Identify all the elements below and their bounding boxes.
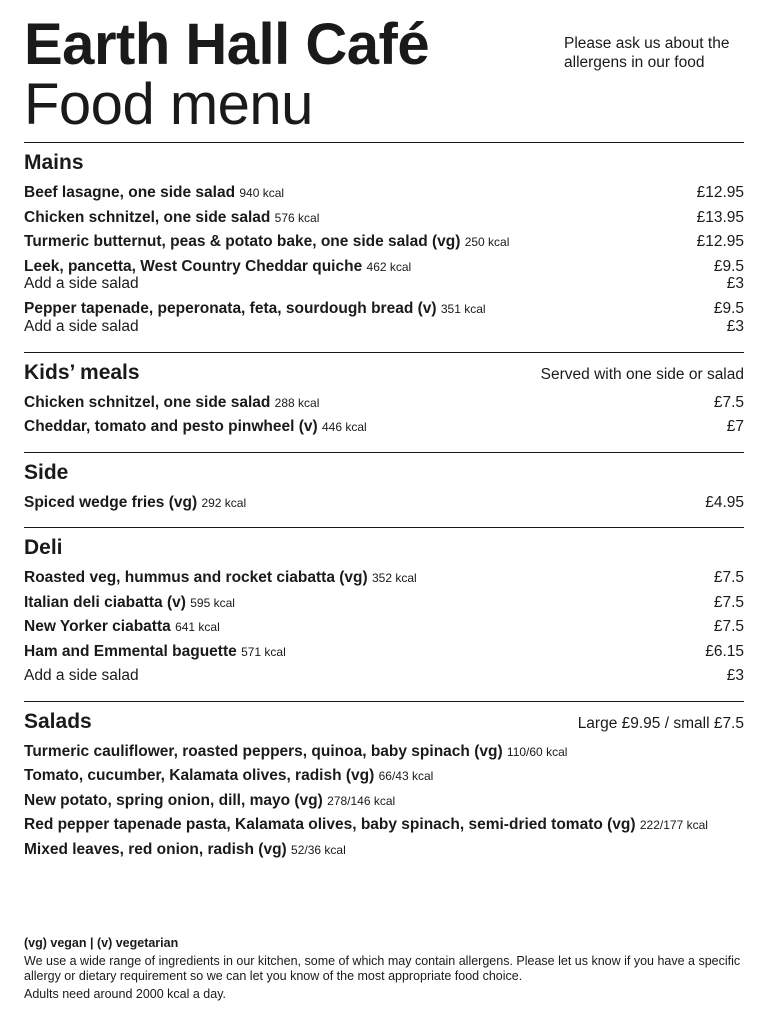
item-kcal: 110/60 kcal bbox=[506, 744, 568, 759]
cafe-title: Earth Hall Café bbox=[24, 12, 430, 77]
item-name: Ham and Emmental baguette bbox=[24, 642, 237, 660]
section-mains bbox=[24, 143, 744, 352]
item-price: £6.15 bbox=[705, 642, 744, 660]
section-header bbox=[24, 536, 744, 566]
menu-item bbox=[24, 789, 744, 814]
item-kcal: 641 kcal bbox=[175, 620, 220, 634]
item-name: New potato, spring onion, dill, mayo (vg) bbox=[24, 791, 323, 809]
section-header bbox=[24, 151, 744, 181]
addon-label: Add a side salad bbox=[24, 667, 139, 684]
item-name: Red pepper tapenade pasta, Kalamata olives, baby spinach, semi-dried tomato (vg) bbox=[24, 816, 636, 833]
menu-footer bbox=[24, 936, 744, 1005]
section-side bbox=[24, 453, 744, 528]
addon-price: £3 bbox=[726, 317, 744, 335]
item-price: £12.95 bbox=[696, 184, 744, 201]
item-price: £7.5 bbox=[713, 569, 744, 586]
item-kcal: 571 kcal bbox=[241, 644, 286, 659]
menu-header bbox=[24, 14, 744, 142]
item-kcal: 222/177 kcal bbox=[639, 818, 708, 832]
section-kids-meals bbox=[24, 353, 744, 452]
item-price: £4.95 bbox=[705, 493, 744, 511]
item-price: £9.5 bbox=[713, 300, 744, 317]
menu-item bbox=[24, 764, 744, 789]
addon-price: £3 bbox=[726, 275, 744, 292]
item-kcal: 292 kcal bbox=[201, 495, 247, 510]
section-header bbox=[24, 710, 744, 740]
addon-label: Add a side salad bbox=[24, 275, 139, 292]
kcal-text: Adults need around 2000 kcal a day. bbox=[24, 987, 226, 1001]
item-price: £7 bbox=[726, 418, 744, 435]
section-header bbox=[24, 361, 744, 391]
item-price: £7.5 bbox=[713, 393, 744, 411]
allergy-text: We use a wide range of ingredients in our kitchen, some of which may contain allergens. Please let us know if you have a specific allergy or dietary requirement so we can let you know of the most appropriate food choice. bbox=[24, 954, 741, 983]
item-kcal: 462 kcal bbox=[366, 259, 412, 274]
item-kcal: 66/43 kcal bbox=[378, 769, 434, 783]
menu-item bbox=[24, 813, 744, 838]
item-kcal: 352 kcal bbox=[371, 571, 417, 585]
item-kcal: 351 kcal bbox=[440, 302, 486, 316]
item-kcal: 595 kcal bbox=[190, 595, 235, 610]
item-name: Turmeric cauliflower, roasted peppers, quinoa, baby spinach (vg) bbox=[24, 742, 503, 760]
item-price: £7.5 bbox=[713, 593, 744, 611]
menu-item bbox=[24, 838, 744, 863]
item-price: £12.95 bbox=[696, 233, 744, 250]
item-price: £13.95 bbox=[696, 208, 744, 226]
item-name: Chicken schnitzel, one side salad bbox=[24, 393, 271, 411]
addon-row bbox=[24, 664, 744, 689]
item-kcal: 446 kcal bbox=[321, 420, 367, 434]
section-title: Salads bbox=[24, 709, 92, 733]
section-note: Served with one side or salad bbox=[540, 365, 744, 383]
menu-item bbox=[24, 491, 744, 516]
addon-price: £3 bbox=[726, 667, 744, 684]
menu-item bbox=[24, 615, 744, 640]
menu-item bbox=[24, 391, 744, 416]
menu-item bbox=[24, 206, 744, 231]
item-kcal: 288 kcal bbox=[274, 395, 320, 410]
menu-item bbox=[24, 740, 744, 765]
item-name: Italian deli ciabatta (v) bbox=[24, 593, 186, 611]
section-salads bbox=[24, 702, 744, 875]
item-name: Roasted veg, hummus and rocket ciabatta (vg) bbox=[24, 569, 368, 586]
item-kcal: 940 kcal bbox=[239, 186, 285, 200]
item-name: Cheddar, tomato and pesto pinwheel (v) bbox=[24, 418, 318, 435]
section-title: Deli bbox=[24, 536, 63, 559]
menu-item bbox=[24, 591, 744, 616]
item-name: Spiced wedge fries (vg) bbox=[24, 493, 198, 511]
addon-label: Add a side salad bbox=[24, 317, 139, 335]
section-title: Side bbox=[24, 460, 69, 484]
menu-item bbox=[24, 230, 744, 255]
section-title: Mains bbox=[24, 151, 84, 174]
item-name: Leek, pancetta, West Country Cheddar quiche bbox=[24, 257, 363, 275]
menu-item bbox=[24, 415, 744, 440]
menu-page bbox=[24, 14, 744, 874]
menu-item bbox=[24, 181, 744, 206]
item-kcal: 576 kcal bbox=[274, 210, 320, 225]
diet-key: (vg) vegan | (v) vegetarian bbox=[24, 936, 179, 950]
allergen-note: Please ask us about the allergens in our food bbox=[564, 35, 730, 71]
section-title: Kids’ meals bbox=[24, 360, 140, 384]
section-note: Large £9.95 / small £7.5 bbox=[577, 714, 744, 732]
item-kcal: 250 kcal bbox=[464, 235, 510, 249]
menu-title: Food menu bbox=[24, 72, 313, 137]
item-price: £7.5 bbox=[713, 618, 744, 635]
item-name: Turmeric butternut, peas & potato bake, one side salad (vg) bbox=[24, 233, 461, 250]
menu-item bbox=[24, 566, 744, 591]
item-name: Pepper tapenade, peperonata, feta, sourdough bread (v) bbox=[24, 300, 437, 317]
item-name: New Yorker ciabatta bbox=[24, 618, 171, 635]
item-name: Chicken schnitzel, one side salad bbox=[24, 208, 271, 226]
menu-item bbox=[24, 640, 744, 665]
item-name: Mixed leaves, red onion, radish (vg) bbox=[24, 840, 287, 858]
item-kcal: 52/36 kcal bbox=[291, 842, 346, 857]
section-deli bbox=[24, 528, 744, 701]
item-name: Tomato, cucumber, Kalamata olives, radish (vg) bbox=[24, 767, 375, 784]
item-price: £9.5 bbox=[713, 257, 744, 275]
item-kcal: 278/146 kcal bbox=[327, 793, 396, 808]
section-header bbox=[24, 461, 744, 491]
item-name: Beef lasagne, one side salad bbox=[24, 184, 236, 201]
